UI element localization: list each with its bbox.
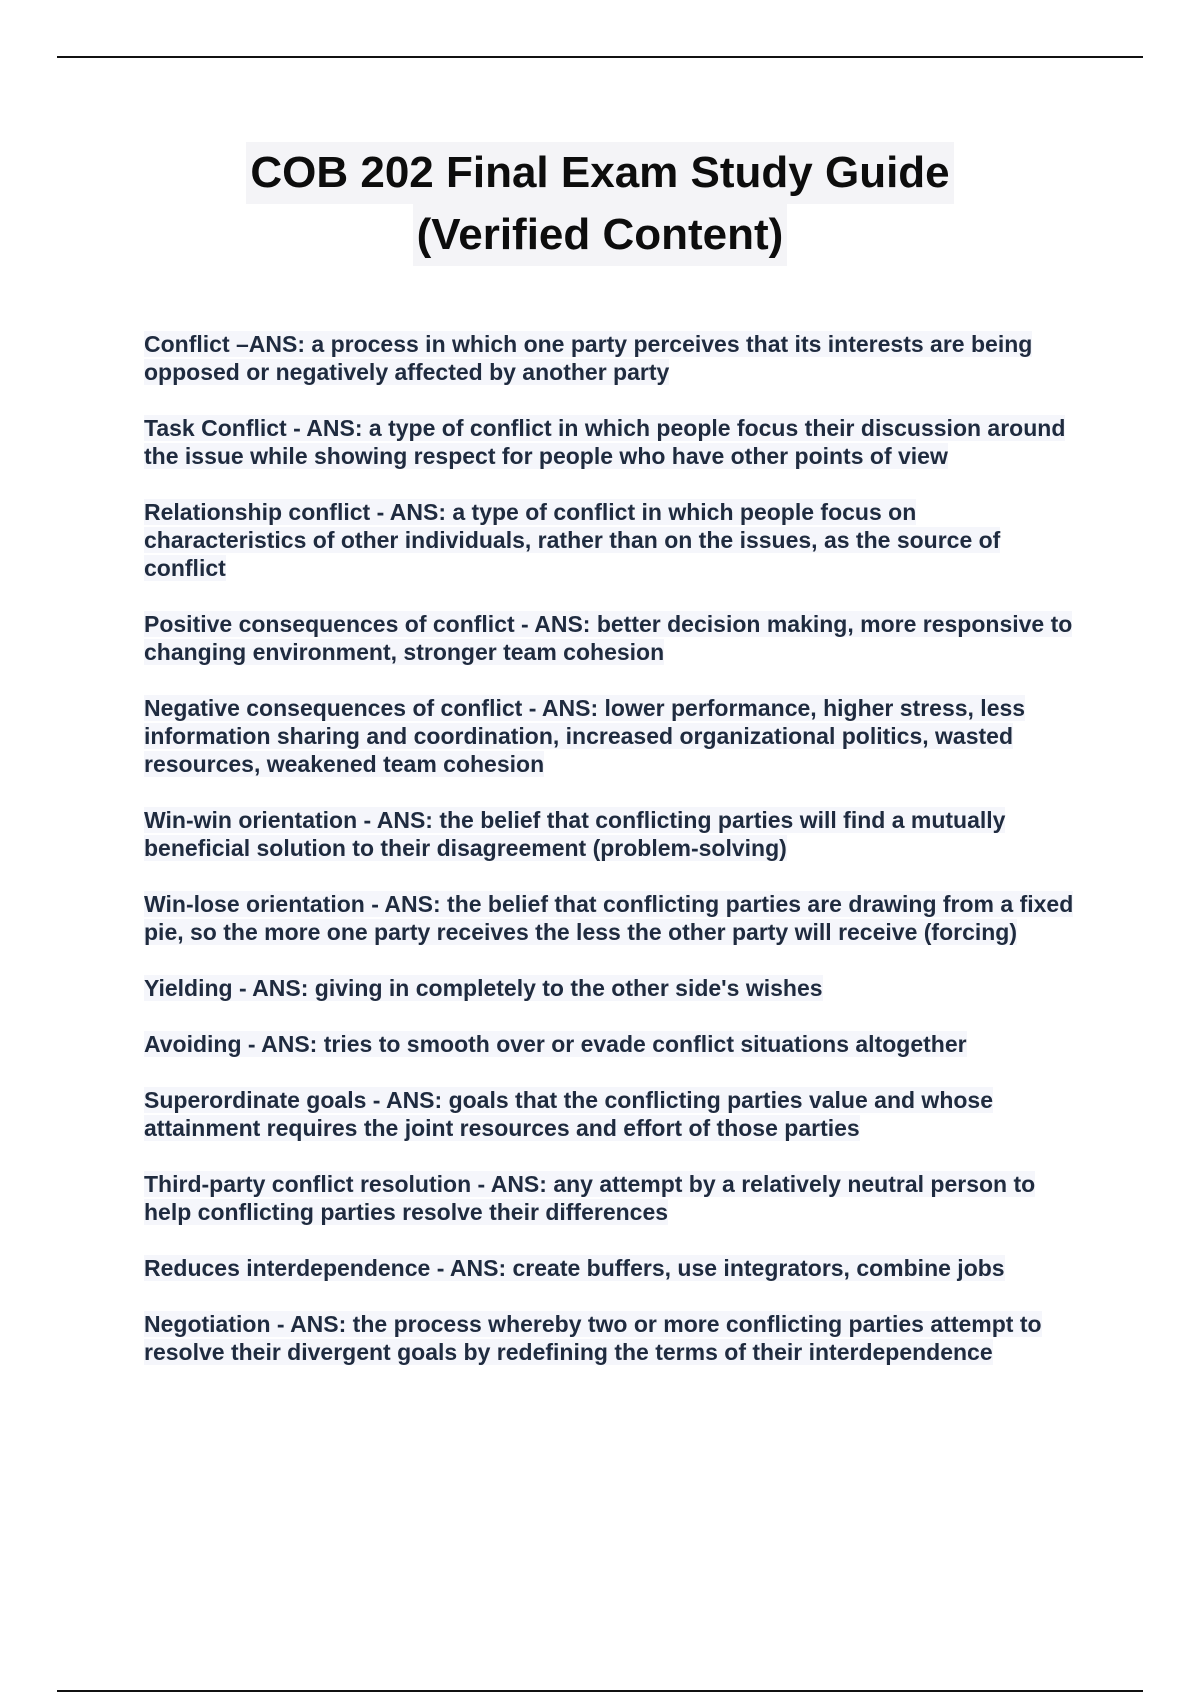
study-guide-entries: [144, 330, 1084, 1394]
entry-task-conflict: [144, 414, 1084, 470]
entry-text: Third-party conflict resolution - ANS: any attempt by a relatively neutral person to help conflicting parties resolve their differences: [144, 1171, 1036, 1225]
entry-third-party-resolution: [144, 1170, 1084, 1226]
entry-avoiding: [144, 1030, 1084, 1058]
entry-text: Relationship conflict - ANS: a type of conflict in which people focus on characteristics of other individuals, rather than on the issues, as the source of conflict: [144, 499, 1001, 581]
entry-positive-consequences: [144, 610, 1084, 666]
bottom-rule: [57, 1690, 1143, 1692]
entry-text: Superordinate goals - ANS: goals that the conflicting parties value and whose attainment requires the joint resources and effort of those parties: [144, 1087, 994, 1141]
entry-negative-consequences: [144, 694, 1084, 778]
entry-relationship-conflict: [144, 498, 1084, 582]
entry-text: Positive consequences of conflict - ANS: better decision making, more responsive to changing environment, stronger team cohesion: [144, 611, 1073, 665]
entry-text: Reduces interdependence - ANS: create buffers, use integrators, combine jobs: [144, 1255, 1005, 1281]
entry-win-win-orientation: [144, 806, 1084, 862]
document-title: [0, 142, 1200, 266]
entry-text: Avoiding - ANS: tries to smooth over or evade conflict situations altogether: [144, 1031, 967, 1057]
entry-text: Negative consequences of conflict - ANS: lower performance, higher stress, less information sharing and coordination, increased organizational politics, wasted resources, weakened team cohesion: [144, 695, 1026, 777]
entry-text: Negotiation - ANS: the process whereby two or more conflicting parties attempt to resolve their divergent goals by redefining the terms of their interdependence: [144, 1311, 1042, 1365]
entry-text: Win-win orientation - ANS: the belief that conflicting parties will find a mutually beneficial solution to their disagreement (problem-solving): [144, 807, 1006, 861]
entry-superordinate-goals: [144, 1086, 1084, 1142]
entry-negotiation: [144, 1310, 1084, 1366]
entry-conflict: [144, 330, 1084, 386]
entry-yielding: [144, 974, 1084, 1002]
top-rule: [57, 56, 1143, 58]
entry-reduces-interdependence: [144, 1254, 1084, 1282]
entry-text: Task Conflict - ANS: a type of conflict in which people focus their discussion around the issue while showing respect for people who have other points of view: [144, 415, 1066, 469]
title-line-2: (Verified Content): [413, 204, 788, 266]
entry-win-lose-orientation: [144, 890, 1084, 946]
entry-text: Conflict –ANS: a process in which one party perceives that its interests are being opposed or negatively affected by another party: [144, 331, 1033, 385]
title-line-1: COB 202 Final Exam Study Guide: [246, 142, 953, 204]
entry-text: Win-lose orientation - ANS: the belief that conflicting parties are drawing from a fixed pie, so the more one party receives the less the other party will receive (forcing): [144, 891, 1074, 945]
entry-text: Yielding - ANS: giving in completely to the other side's wishes: [144, 975, 823, 1001]
